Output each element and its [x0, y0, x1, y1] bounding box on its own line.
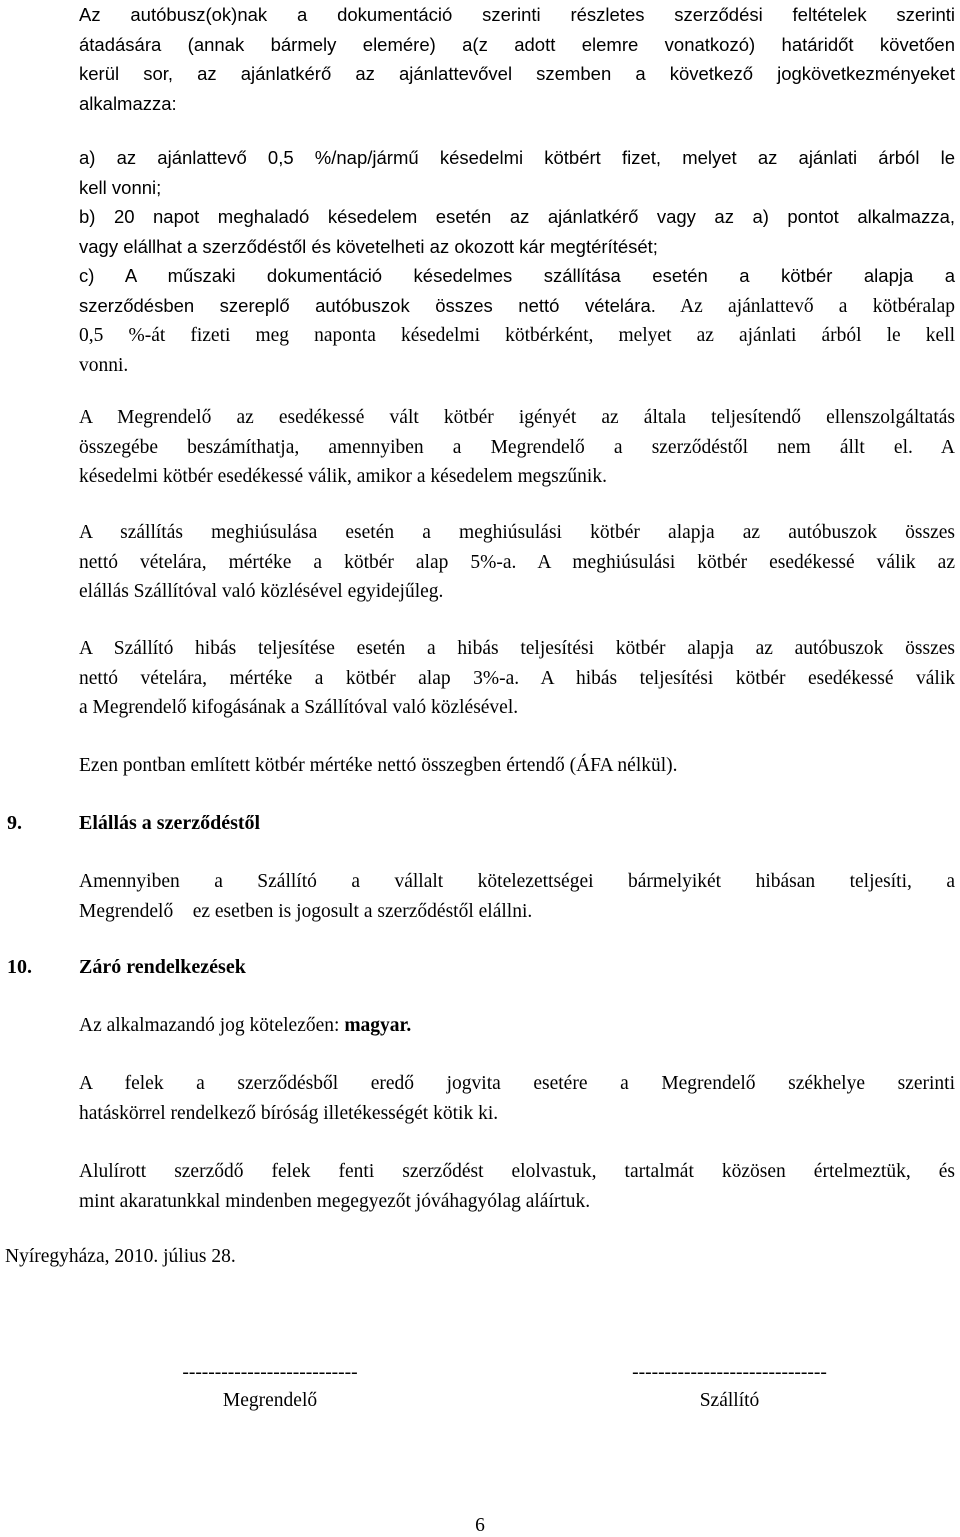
jurisdiction-paragraph [79, 1069, 955, 1128]
page-number: 6 [475, 1515, 485, 1536]
text-line: A Szállító hibás teljesítése esetén a hibás teljesítési kötbér alapja az autóbuszok összes [79, 638, 955, 659]
law-value: magyar. [344, 1015, 412, 1036]
penalty-a-line: a) az ajánlattevő 0,5 %/nap/jármű késedelmi kötbért fizet, melyet az ajánlati árból le [79, 147, 955, 168]
penalty-c-line: vonni. [79, 354, 129, 376]
text-line: nettó vételára, mértéke a kötbér alap 5%-a. A meghiúsulási kötbér esedékessé válik az [79, 551, 955, 573]
penalty-c-text: szerződésben szereplő autóbuszok összes nettó vételára. [79, 294, 656, 316]
text-line: összegébe beszámíthatja, amennyiben a Megrendelő a szerződéstől nem állt el. A [79, 436, 955, 458]
text-line: Az autóbusz(ok)nak a dokumentáció szerinti részletes szerződési feltételek szerinti [79, 4, 955, 25]
signature-megrendelo [150, 1362, 390, 1412]
penalty-c-line: c) A műszaki dokumentáció késedelmes szállítása esetén a kötbér alapja a [79, 265, 955, 286]
signature-szallito [597, 1362, 862, 1412]
text-line: késedelmi kötbér esedékessé válik, amikor a késedelem megszűnik. [79, 466, 607, 487]
law-label: Az alkalmazandó jog kötelezően: [79, 1015, 345, 1036]
penalties-list [79, 143, 955, 380]
signature-line: --------------------------- [182, 1362, 358, 1383]
text-line: Amennyiben a Szállító a vállalt kötelezettségei bármelyikét hibásan teljesíti, a [79, 871, 955, 892]
text-line: A felek a szerződésből eredő jogvita esetére a Megrendelő székhelye szerinti [79, 1073, 955, 1094]
text-line: nettó vételára, mértéke a kötbér alap 3%-a. A hibás teljesítési kötbér esedékessé válik [79, 667, 955, 689]
text-line: átadására (annak bármely elemére) a(z adott elemre vonatkozó) határidőt követően [79, 33, 955, 55]
text-line: elállás Szállítóval való közlésével egyidejűleg. [79, 581, 444, 602]
text-line: a Megrendelő kifogásának a Szállítóval való közlésével. [79, 697, 519, 718]
penalty-c-tail: Az ajánlattevő a kötbéralap [655, 295, 955, 317]
text-line [79, 1011, 955, 1041]
penalty-b-line: b) 20 napot meghaladó késedelem esetén az ajánlatkérő vagy az a) pontot alkalmazza, [79, 206, 955, 227]
applicable-law [79, 1011, 955, 1041]
signature-line: ------------------------------ [632, 1362, 827, 1383]
vat-note [79, 751, 955, 781]
penalty-c-line: 0,5 %-át fizeti meg naponta késedelmi kötbérként, melyet az ajánlati árból le kell [79, 325, 955, 346]
offset-paragraph [79, 403, 955, 492]
text-line: mint akaratunkkal mindenben megegyezőt jóváhagyólag aláírtuk. [79, 1190, 591, 1212]
text-line: Ezen pontban említett kötbér mértéke nettó összegben értendő (ÁFA nélkül). [79, 755, 678, 776]
penalty-a-line: kell vonni; [79, 176, 162, 198]
place-date: Nyíregyháza, 2010. július 28. [5, 1246, 236, 1267]
intro-paragraph [79, 0, 955, 118]
section-9-body [79, 867, 955, 926]
text-line: kerül sor, az ajánlatkérő az ajánlattevővel szemben a következő jogkövetkezményeket [79, 63, 955, 84]
section-number: 9. [7, 812, 22, 834]
text-line: A szállítás meghiúsulása esetén a meghiúsulási kötbér alapja az autóbuszok összes [79, 522, 955, 543]
penalty-c-line [79, 291, 955, 322]
text-line: hatáskörrel rendelkező bíróság illetékességét kötik ki. [79, 1102, 499, 1124]
defect-penalty-paragraph [79, 634, 955, 723]
text-line: alkalmazza: [79, 92, 177, 114]
section-title: Elállás a szerződéstől [79, 812, 261, 834]
section-9-heading [7, 809, 407, 838]
section-number: 10. [7, 956, 32, 978]
section-10-heading [7, 953, 407, 982]
failure-penalty-paragraph [79, 518, 955, 607]
signature-label: Szállító [699, 1390, 760, 1411]
section-title: Záró rendelkezések [79, 956, 246, 978]
text-line: Alulírott szerződő felek fenti szerződést elolvastuk, tartalmát közösen értelmeztük, és [79, 1161, 955, 1182]
closing-paragraph [79, 1157, 955, 1216]
text-line: Megrendelő ez esetben is jogosult a szerződéstől elállni. [79, 900, 533, 922]
penalty-b-line: vagy elállhat a szerződéstől és követelheti az okozott kár megtérítését; [79, 235, 658, 257]
text-line: A Megrendelő az esedékessé vált kötbér igényét az általa teljesítendő ellenszolgáltatás [79, 407, 955, 428]
signature-label: Megrendelő [222, 1390, 318, 1411]
